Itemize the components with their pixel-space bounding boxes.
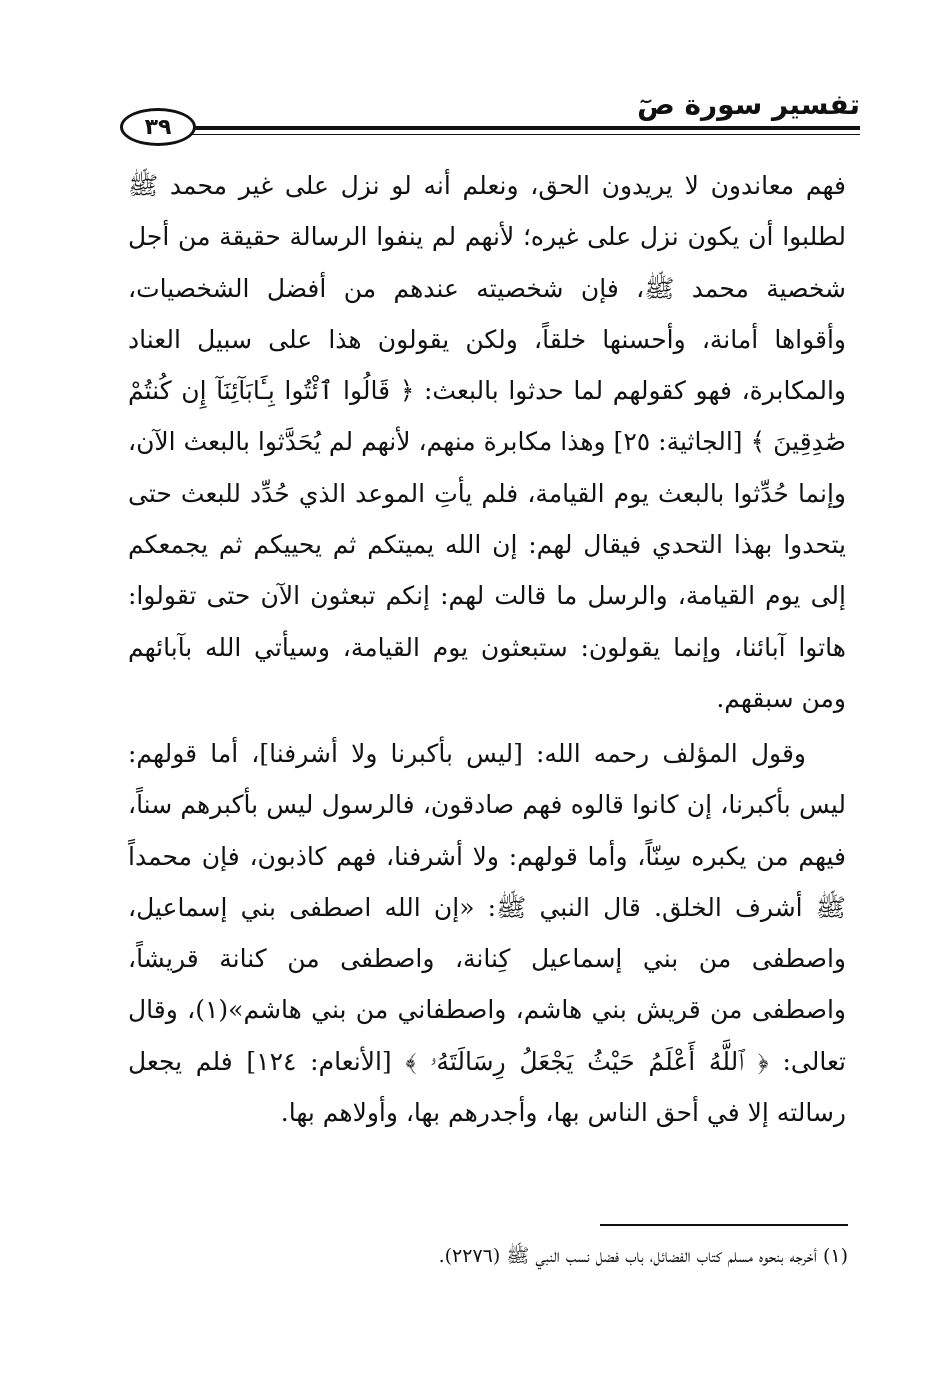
paragraph-text: وقول المؤلف رحمه الله: [ليس بأكبرنا ولا أشرفنا]، أما قولهم: ليس بأكبرنا، إن كانوا قالوه فهم صادقون، فالرسول ليس بأكبرهم سناً، فيهم من يكبره سِنّاً، وأما قولهم: ولا أشرفنا، فهم كاذبون، فإن محمداً ﷺ أشرف الخلق. قال النبي ﷺ: «إن الله اصطفى بني إسماعيل، واصطفى من بني إسماعيل كِنانة، واصطفى من كنانة قريشاً، واصطفى من قريش بني هاشم، واصطفاني من بني هاشم»(١)، وقال تعالى: ﴿ ٱللَّهُ أَعْلَمُ حَيْثُ يَجْعَلُ رِسَالَتَهُۥ ﴾ [الأنعام: ١٢٤] فلم يجعل رسالته إلا في أحق الناس بها، وأجدرهم بها، وأولاهم بها.	[128, 739, 846, 1128]
paragraph-1	[128, 160, 846, 724]
running-title: تفسير سورة صٓ	[637, 88, 860, 121]
header-rule	[180, 126, 860, 130]
footnote: (١) أخرجه بنحوه مسلم كتاب الفضائل، باب فضل نسب النبي ﷺ (٢٢٧٦).	[438, 1245, 848, 1267]
header-rule-thin	[180, 134, 860, 135]
footnote-separator	[600, 1224, 848, 1226]
page-number: ٣٩	[120, 108, 196, 146]
paragraph-2	[128, 728, 846, 1138]
page-header	[120, 88, 860, 148]
paragraph-text: فهم معاندون لا يريدون الحق، ونعلم أنه لو نزل على غير محمد ﷺ لطلبوا أن يكون نزل على غيره؛ لأنهم لم ينفوا الرسالة حقيقة من أجل شخصية محمد ﷺ، فإن شخصيته عندهم من أفضل الشخصيات، وأقواها أمانة، وأحسنها خلقاً، ولكن يقولون هذا على سبيل العناد والمكابرة، فهو كقولهم لما حدثوا بالبعث: ﴿ قَالُوا ٱئْتُوا بِـَٔابَآئِنَآ إِن كُنتُمْ صَٰدِقِينَ ﴾ [الجاثية: ٢٥] وهذا مكابرة منهم، لأنهم لم يُحَدَّثوا بالبعث الآن، وإنما حُدِّثوا بالبعث يوم القيامة، فلم يأتِ الموعد الذي حُدِّد للبعث حتى يتحدوا بهذا التحدي فيقال لهم: إن الله يميتكم ثم يحييكم ثم يجمعكم إلى يوم القيامة، والرسل ما قالت لهم: إنكم تبعثون الآن حتى تقولوا: هاتوا آبائنا، وإنما يقولون: ستبعثون يوم القيامة، وسيأتي الله بآبائهم ومن سبقهم.	[128, 171, 846, 713]
